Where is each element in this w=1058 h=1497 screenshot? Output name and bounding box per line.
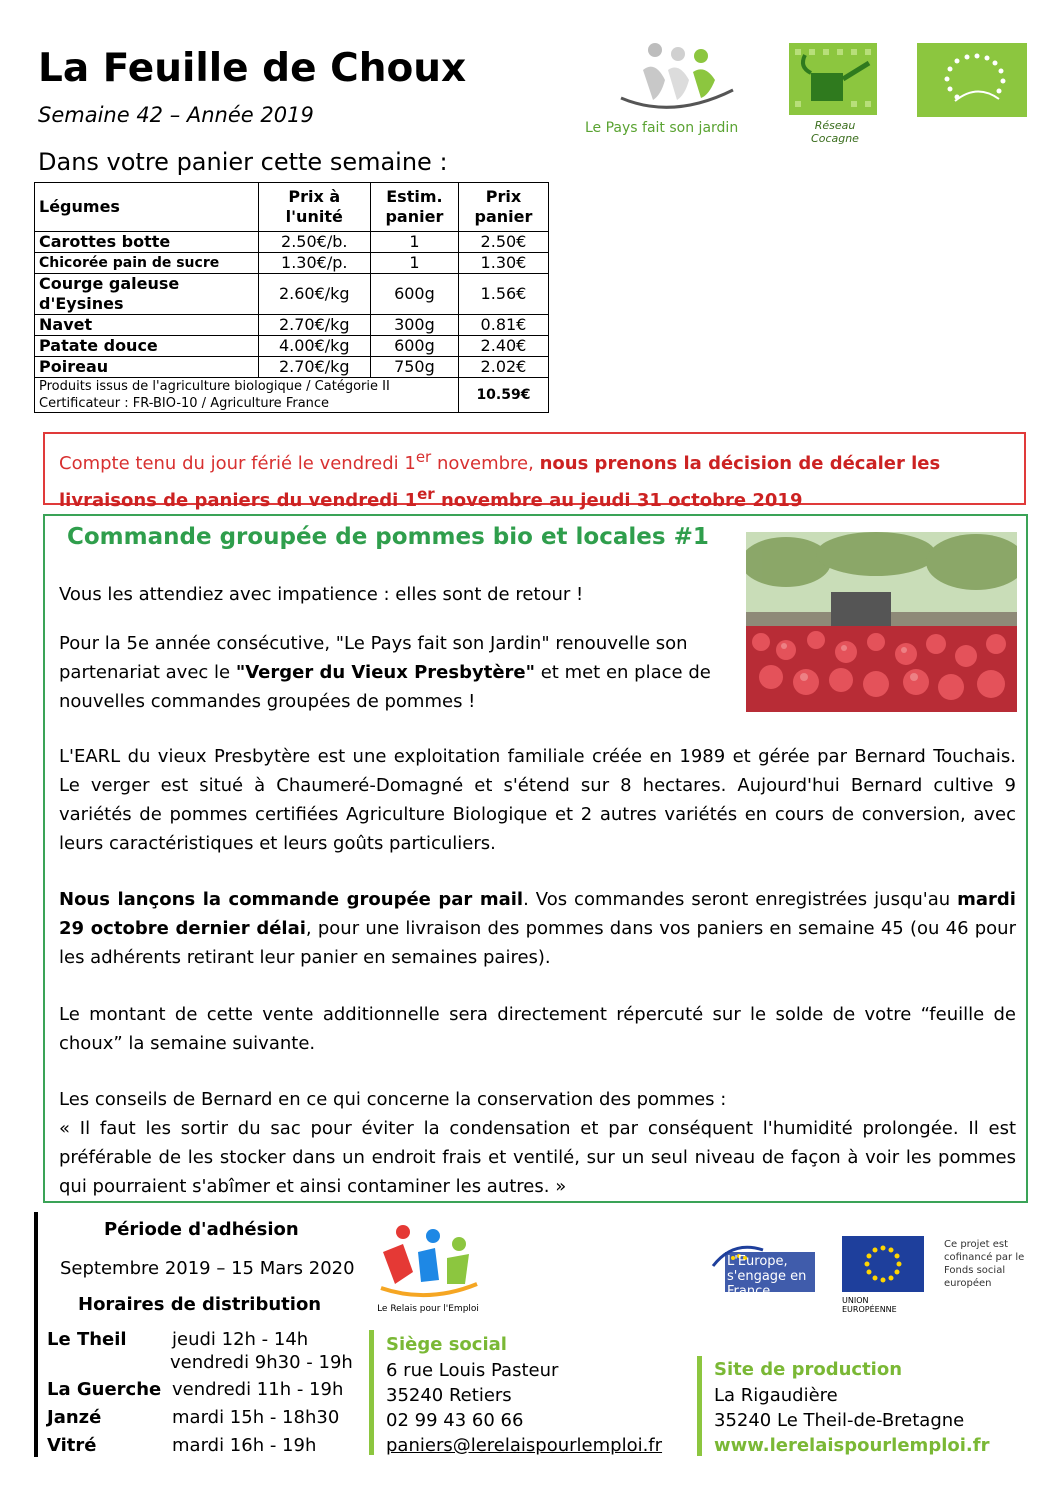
article-paragraph-1: Vous les attendiez avec impatience : elles sont de retour ! xyxy=(59,584,584,605)
article-paragraph-3: L'EARL du vieux Presbytère est une exploitation familiale créée en 1989 et gérée par Bernard Touchais. Le verger est situé à Chaumeré-Domagné et s'étend sur 8 hectares. Aujourd'hui Bernard cultive 9 variétés de pommes certifiées Agriculture Biologique et 2 autres variétés en cours de conversion, avec leurs caractéristiques et leurs goûts particuliers. xyxy=(59,746,1016,854)
veg-name: Patate douce xyxy=(35,336,259,357)
schedule-hours: mardi 15h - 18h30 xyxy=(172,1407,340,1428)
page-title: La Feuille de Choux xyxy=(38,46,467,91)
schedule-hours: vendredi 9h30 - 19h xyxy=(170,1352,353,1373)
fse-cofinancing-note: Ce projet est cofinancé par le Fonds social européen xyxy=(944,1239,1025,1289)
apple-order-article xyxy=(43,514,1028,1203)
production-address-line: 35240 Le Theil-de-Bretagne xyxy=(714,1410,965,1431)
table-row xyxy=(35,336,549,357)
schedule-hours: jeudi 12h - 14h xyxy=(172,1329,309,1350)
eu-stars-icon xyxy=(842,1236,924,1292)
relais-people-icon xyxy=(373,1222,483,1304)
table-row xyxy=(35,357,549,378)
period-dates: Septembre 2019 – 15 Mars 2020 xyxy=(60,1258,355,1279)
veg-name: Carottes botte xyxy=(35,232,259,253)
p2-text-c: et met en place de nouvelles commandes groupées de pommes ! xyxy=(59,662,711,712)
schedule-place: Vitré xyxy=(47,1435,97,1456)
ue-caption: UNION EUROPÉENNE xyxy=(842,1296,897,1314)
veg-quantity: 1 xyxy=(370,232,458,253)
issue-subtitle: Semaine 42 – Année 2019 xyxy=(38,103,314,127)
veg-quantity: 1 xyxy=(370,253,458,274)
veg-unit-price: 1.30€/p. xyxy=(258,253,370,274)
veg-unit-price: 4.00€/kg xyxy=(258,336,370,357)
basket-total: 10.59€ xyxy=(458,378,548,413)
holiday-notice xyxy=(43,432,1026,511)
header-unit-price: Prix à l'unité xyxy=(258,183,370,232)
header-basket-estimate: Estim. panier xyxy=(370,183,458,232)
veg-unit-price: 2.70€/kg xyxy=(258,315,370,336)
certification-line-2: Certificateur : FR-BIO-10 / Agriculture France xyxy=(39,396,330,411)
veg-price: 1.56€ xyxy=(458,274,548,315)
veg-price: 2.40€ xyxy=(458,336,548,357)
notice-sup-1: er xyxy=(415,448,432,466)
veg-name: Navet xyxy=(35,315,259,336)
table-row xyxy=(35,232,549,253)
table-header-row xyxy=(35,183,549,232)
table-row xyxy=(35,315,549,336)
reseau-cocagne-caption: Réseau Cocagne xyxy=(811,119,859,145)
notice-text-1: Compte tenu du jour férié le vendredi 1 xyxy=(59,453,416,474)
pays-jardin-logo xyxy=(585,40,755,140)
veg-unit-price: 2.60€/kg xyxy=(258,274,370,315)
article-paragraph-5: Le montant de cette vente additionnelle sera directement répercuté sur le solde de votre “feuille de choux” la semaine suivante. xyxy=(59,1004,1016,1054)
production-address-line: La Rigaudière xyxy=(714,1385,838,1406)
table-row xyxy=(35,253,549,274)
veg-name: Poireau xyxy=(35,357,259,378)
watering-can-icon xyxy=(789,43,877,115)
header-vegetables: Légumes xyxy=(35,183,259,232)
notice-sup-2: er xyxy=(417,485,435,503)
p6-quote: « Il faut les sortir du sac pour éviter la condensation et par conséquent l'humidité prolongée. Il est préférable de les stocker dans un endroit frais et ventilé, sur un seul niveau de façon à voir les pommes qui pourraient s'abîmer et ainsi contaminer les autres. » xyxy=(59,1118,1016,1197)
people-logo-icon xyxy=(613,40,743,118)
notice-bold-2: novembre au jeudi 31 octobre 2019 xyxy=(434,490,803,511)
apples-image-icon xyxy=(746,532,1017,712)
schedule-place: Le Theil xyxy=(47,1329,127,1350)
hours-title: Horaires de distribution xyxy=(78,1294,322,1315)
header-basket-price: Prix panier xyxy=(458,183,548,232)
veg-name: Courge galeuse d'Eysines xyxy=(35,274,259,315)
article-paragraph-6 xyxy=(59,1085,1016,1201)
veg-unit-price: 2.50€/b. xyxy=(258,232,370,253)
period-title: Période d'adhésion xyxy=(104,1219,299,1240)
apple-crate-photo xyxy=(746,532,1017,712)
veg-price: 1.30€ xyxy=(458,253,548,274)
relais-emploi-caption: Le Relais pour l'Emploi xyxy=(377,1304,479,1314)
table-footer-row xyxy=(35,378,549,413)
eu-flag-logo xyxy=(842,1236,924,1314)
siege-address-line: 35240 Retiers xyxy=(386,1385,512,1406)
organic-leaf-icon xyxy=(917,43,1027,117)
p4-bold-c: mardi 29 octobre dernier délai xyxy=(59,889,1016,939)
siege-title: Siège social xyxy=(386,1334,507,1355)
article-title: Commande groupée de pommes bio et locales #1 xyxy=(67,524,709,550)
p4-text-d: , pour une livraison des pommes dans vos paniers en semaine 45 (ou 46 pour les adhérents retirant leur panier en semaines paires). xyxy=(59,918,1016,968)
veg-unit-price: 2.70€/kg xyxy=(258,357,370,378)
p2-text-a: Pour la 5e année consécutive, "Le Pays fait son Jardin" renouvelle son partenariat avec le xyxy=(59,633,688,683)
eu-organic-logo xyxy=(917,43,1027,117)
production-title: Site de production xyxy=(714,1359,903,1380)
contact-email-link[interactable]: paniers@lerelaispourlemploi.fr xyxy=(386,1435,663,1456)
veg-price: 0.81€ xyxy=(458,315,548,336)
schedule-place: La Guerche xyxy=(47,1379,162,1400)
veg-name: Chicorée pain de sucre xyxy=(35,253,259,274)
production-divider xyxy=(697,1356,702,1456)
veg-quantity: 600g xyxy=(370,336,458,357)
veg-price: 2.50€ xyxy=(458,232,548,253)
basket-heading: Dans votre panier cette semaine : xyxy=(38,148,448,176)
website-link[interactable]: www.lerelaispourlemploi.fr xyxy=(714,1435,990,1456)
notice-bold-1: nous prenons la décision de décaler les livraisons de paniers du vendredi 1 xyxy=(59,453,941,511)
siege-phone: 02 99 43 60 66 xyxy=(386,1410,524,1431)
footer-divider xyxy=(34,1212,38,1457)
article-paragraph-4 xyxy=(59,885,1016,972)
veg-quantity: 300g xyxy=(370,315,458,336)
certification-line-1: Produits issus de l'agriculture biologique / Catégorie II xyxy=(39,379,390,394)
siege-divider xyxy=(369,1330,374,1455)
veg-quantity: 600g xyxy=(370,274,458,315)
europe-engage-logo xyxy=(703,1236,823,1299)
p6-intro: Les conseils de Bernard en ce qui concerne la conservation des pommes : xyxy=(59,1089,727,1110)
schedule-hours: mardi 16h - 19h xyxy=(172,1435,317,1456)
vegetable-price-table xyxy=(34,182,549,413)
relais-emploi-logo xyxy=(373,1222,483,1317)
notice-text-2: novembre, xyxy=(431,453,540,474)
p2-bold: "Verger du Vieux Presbytère" xyxy=(235,662,535,683)
siege-address-line: 6 rue Louis Pasteur xyxy=(386,1360,559,1381)
pays-jardin-caption: Le Pays fait son jardin xyxy=(585,120,739,136)
article-paragraph-2 xyxy=(59,629,719,716)
veg-quantity: 750g xyxy=(370,357,458,378)
p4-bold-a: Nous lançons la commande groupée par mail xyxy=(59,889,524,910)
certification-note xyxy=(35,378,459,413)
reseau-cocagne-logo xyxy=(789,43,881,145)
table-row xyxy=(35,274,549,315)
europe-engage-text: L'Europe, s'engage en France xyxy=(727,1254,807,1299)
veg-price: 2.02€ xyxy=(458,357,548,378)
p4-text-b: . Vos commandes seront enregistrées jusqu'au xyxy=(523,889,958,910)
schedule-hours: vendredi 11h - 19h xyxy=(172,1379,344,1400)
schedule-place: Janzé xyxy=(47,1407,102,1428)
